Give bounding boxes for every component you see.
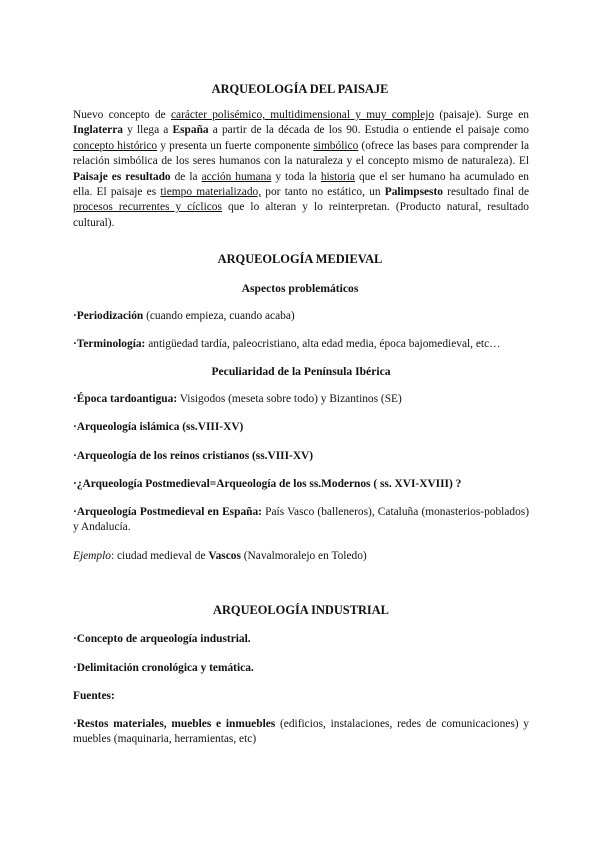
heading-arqueologia-paisaje: ARQUEOLOGÍA DEL PAISAJE: [211, 82, 389, 96]
list-item-periodizacion: [73, 309, 529, 324]
list-item-restos: [73, 717, 529, 748]
underlined-phrase: concepto histórico: [73, 139, 158, 152]
text-run: y toda la: [271, 170, 321, 183]
item-text: Visigodos (meseta sobre todo) y Bizantinos (SE): [177, 393, 402, 405]
bold-term: Vascos: [208, 550, 241, 562]
list-item-tardoantigua: [73, 392, 529, 407]
underlined-phrase: tiempo materializado,: [160, 186, 262, 199]
item-label: ·Periodización: [73, 310, 144, 322]
item-label: ·Arqueología Postmedieval en España:: [73, 506, 262, 518]
text-run: resultado final de: [442, 186, 530, 199]
heading-arqueologia-medieval: ARQUEOLOGÍA MEDIEVAL: [217, 252, 383, 266]
item-text: País Vasco (balleneros), Cataluña (monasterios-poblados) y Andalucía.: [73, 506, 530, 534]
item-label: ·Concepto de arqueología industrial.: [73, 633, 251, 645]
heading-arqueologia-industrial: ARQUEOLOGÍA INDUSTRIAL: [213, 603, 389, 617]
text-run: de la: [170, 170, 202, 183]
list-item-concepto: [73, 632, 529, 647]
item-text: (cuando empieza, cuando acaba): [143, 310, 295, 322]
item-text: antigüedad tardía, paleocristiano, alta edad media, época bajomedieval, etc…: [145, 338, 501, 350]
item-label: Fuentes:: [73, 690, 115, 702]
bold-term: Palimpsesto: [384, 186, 443, 199]
item-text: : ciudad medieval de: [110, 550, 209, 562]
text-run: Nuevo concepto de: [73, 109, 171, 121]
ejemplo-label: Ejemplo: [73, 550, 111, 562]
text-run: que lo alteran y lo reinterpretan. (Producto natural, resultado cultural).: [73, 201, 530, 229]
text-run: por tanto no estático, un: [261, 186, 385, 199]
text-run: que el ser humano ha acumulado en ella. El paisaje es: [73, 170, 530, 199]
text-run: y presenta un fuerte componente: [157, 139, 314, 152]
list-item-reinos-cristianos: [73, 449, 529, 464]
paragraph-paisaje: [73, 108, 529, 231]
underlined-phrase: carácter polisémico, multidimensional y muy complejo: [170, 109, 435, 121]
list-item-ejemplo: [73, 549, 529, 564]
bold-term: España: [172, 124, 209, 137]
item-label: ·Arqueología de los reinos cristianos (ss.VIII-XV): [73, 450, 314, 462]
item-text: (Navalmoralejo en Toledo): [240, 550, 367, 562]
list-item-postmedieval-espana: [73, 505, 529, 536]
label-fuentes: [73, 689, 529, 704]
text-run: (paisaje). Surge en: [434, 109, 529, 121]
subheading-peculiaridad: Peculiaridad de la Península Ibérica: [211, 365, 391, 378]
item-text: (edificios, instalaciones, redes de comunicaciones) y muebles (maquinaria, herramientas, etc): [73, 718, 529, 746]
item-label: ·Restos materiales, muebles e inmuebles: [73, 718, 276, 730]
item-label: ·Terminología:: [73, 338, 146, 350]
list-item-delimitacion: [73, 661, 529, 676]
bold-term: Paisaje es resultado: [73, 170, 171, 183]
underlined-phrase: historia: [320, 170, 355, 183]
text-run: y llega a: [122, 124, 173, 137]
item-label: ·Delimitación cronológica y temática.: [73, 662, 254, 674]
underlined-phrase: procesos recurrentes y cíclicos: [73, 201, 222, 214]
text-run: a partir de la década de los 90. Estudia o entiende el paisaje como: [208, 124, 529, 137]
item-label: ·¿Arqueología Postmedieval=Arqueología de los ss.Modernos ( ss. XVI-XVIII) ?: [73, 478, 462, 490]
list-item-islamica: [73, 420, 529, 435]
list-item-postmedieval-question: [73, 477, 529, 492]
text-run: (ofrece las bases para comprender la relación simbólica de los seres humanos con la naturaleza y el concepto mismo de naturaleza). El: [73, 139, 529, 168]
item-label: ·Arqueología islámica (ss.VIII-XV): [73, 421, 244, 433]
item-label: ·Época tardoantigua:: [73, 393, 178, 405]
list-item-terminologia: [73, 337, 529, 352]
subheading-aspectos-problematicos: Aspectos problemáticos: [241, 282, 359, 295]
underlined-phrase: acción humana: [201, 170, 272, 183]
underlined-phrase: simbólico: [313, 139, 359, 152]
bold-term: Inglaterra: [73, 124, 123, 137]
